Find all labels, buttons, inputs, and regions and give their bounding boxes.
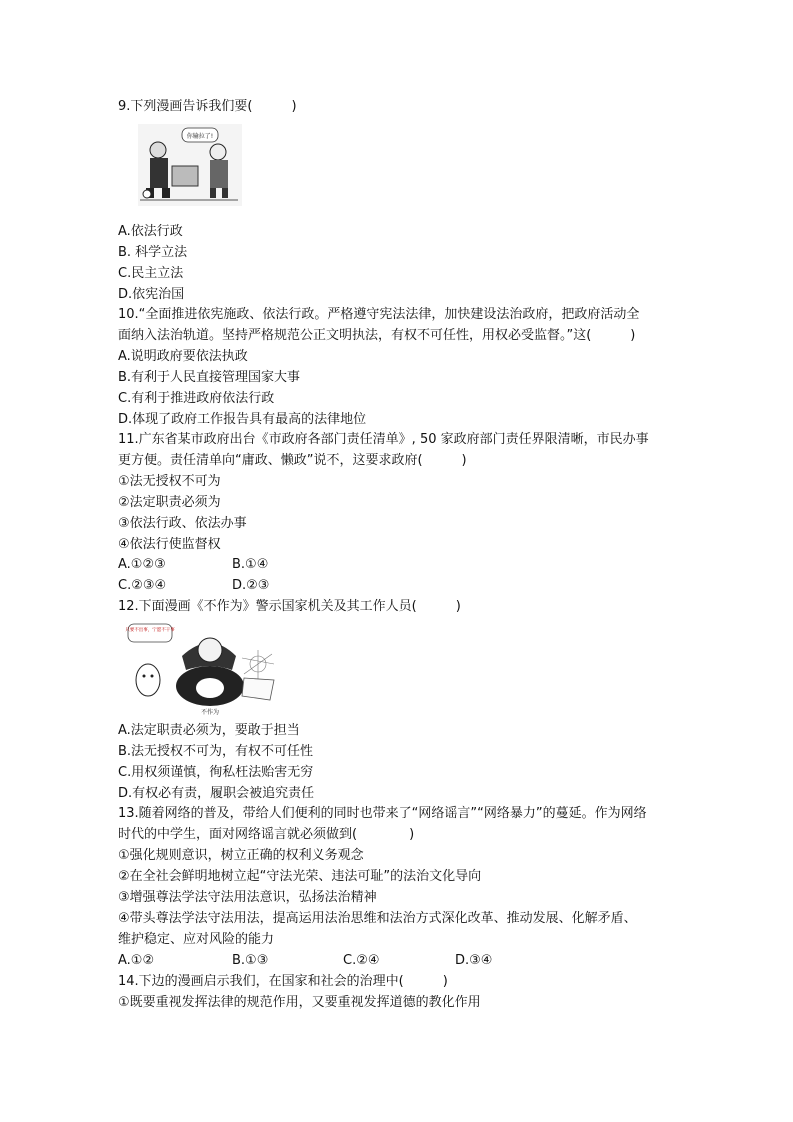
q12-option-c: C.用权须谨慎，徇私枉法贻害无穷 <box>118 765 314 780</box>
q11-stem-line2: 更方便。责任清单向“庸政、懒政”说不，这要求政府( ) <box>118 453 467 468</box>
q9-option-a: A.依法行政 <box>118 224 183 239</box>
q10-option-a: A.说明政府要依法执政 <box>118 349 248 364</box>
q11-item-1: ①法无授权不可为 <box>118 474 221 489</box>
q12-cartoon-caption: 不作为 <box>200 709 220 716</box>
q13-stem-line2: 时代的中学生，面对网络谣言就必须做到( ) <box>118 827 415 842</box>
q9-option-c: C.民主立法 <box>118 266 184 281</box>
q10-stem-line1: 10.“全面推进依宪施政、依法行政。严格遵守宪法法律，加快建设法治政府，把政府活动全 <box>118 307 640 322</box>
q11-item-2: ②法定职责必须为 <box>118 495 221 510</box>
q13-item-4: ④带头尊法学法守法用法，提高运用法治思维和法治方式深化改革、推动发展、化解矛盾、 <box>118 911 637 926</box>
q9-cartoon-bubble: 你输拉了! <box>186 133 214 140</box>
q11-choice-d: D.②③ <box>232 578 270 593</box>
q13-choice-b: B.①③ <box>232 953 269 968</box>
q9-cartoon <box>138 124 242 206</box>
q10-option-b: B.有利于人民直接管理国家大事 <box>118 370 301 385</box>
q11-item-3: ③依法行政、依法办事 <box>118 516 247 531</box>
q13-choice-a: A.①② <box>118 953 155 968</box>
q11-stem-line1: 11.广东省某市政府出台《市政府各部门责任清单》, 50 家政府部门责任界限清晰，市民办事 <box>118 432 649 447</box>
q13-stem-line1: 13.随着网络的普及，带给人们便利的同时也带来了“网络谣言”“网络暴力”的蔓延。作为网络 <box>118 806 647 821</box>
q9-option-b: B. 科学立法 <box>118 245 188 260</box>
q13-item-4-cont: 维护稳定、应对风险的能力 <box>118 932 275 947</box>
q11-item-4: ④依法行使监督权 <box>118 537 221 552</box>
q12-cartoon-bubble: 只要不出事，宁愿不干事 <box>125 628 175 633</box>
q12-option-b: B.法无授权不可为，有权不可任性 <box>118 744 314 759</box>
q13-choice-c: C.②④ <box>343 953 380 968</box>
q11-choice-a: A.①②③ <box>118 557 166 572</box>
q10-stem-line2: 面纳入法治轨道。坚持严格规范公正文明执法，有权不可任性，用权必受监督。”这( ) <box>118 328 636 343</box>
q12-option-a: A.法定职责必须为，要敢于担当 <box>118 723 300 738</box>
q14-stem: 14.下边的漫画启示我们，在国家和社会的治理中( ) <box>118 974 448 989</box>
q13-item-3: ③增强尊法学法守法用法意识，弘扬法治精神 <box>118 890 377 905</box>
q13-item-1: ①强化规则意识，树立正确的权利义务观念 <box>118 848 364 863</box>
q13-choice-d: D.③④ <box>455 953 493 968</box>
q13-item-2: ②在全社会鲜明地树立起“守法光荣、违法可耻”的法治文化导向 <box>118 869 482 884</box>
q10-option-d: D.体现了政府工作报告具有最高的法律地位 <box>118 412 367 427</box>
q11-choice-c: C.②③④ <box>118 578 167 593</box>
q12-option-d: D.有权必有责，履职会被追究责任 <box>118 786 315 801</box>
q10-option-c: C.有利于推进政府依法行政 <box>118 391 275 406</box>
q9-option-d: D.依宪治国 <box>118 287 185 302</box>
q12-stem: 12.下面漫画《不作为》警示国家机关及其工作人员( ) <box>118 599 461 614</box>
q14-item-1: ①既要重视发挥法律的规范作用，又要重视发挥道德的教化作用 <box>118 995 481 1010</box>
q9-stem: 9.下列漫画告诉我们要( ) <box>118 99 297 114</box>
q11-choice-b: B.①④ <box>232 557 269 572</box>
q12-cartoon <box>124 620 284 716</box>
